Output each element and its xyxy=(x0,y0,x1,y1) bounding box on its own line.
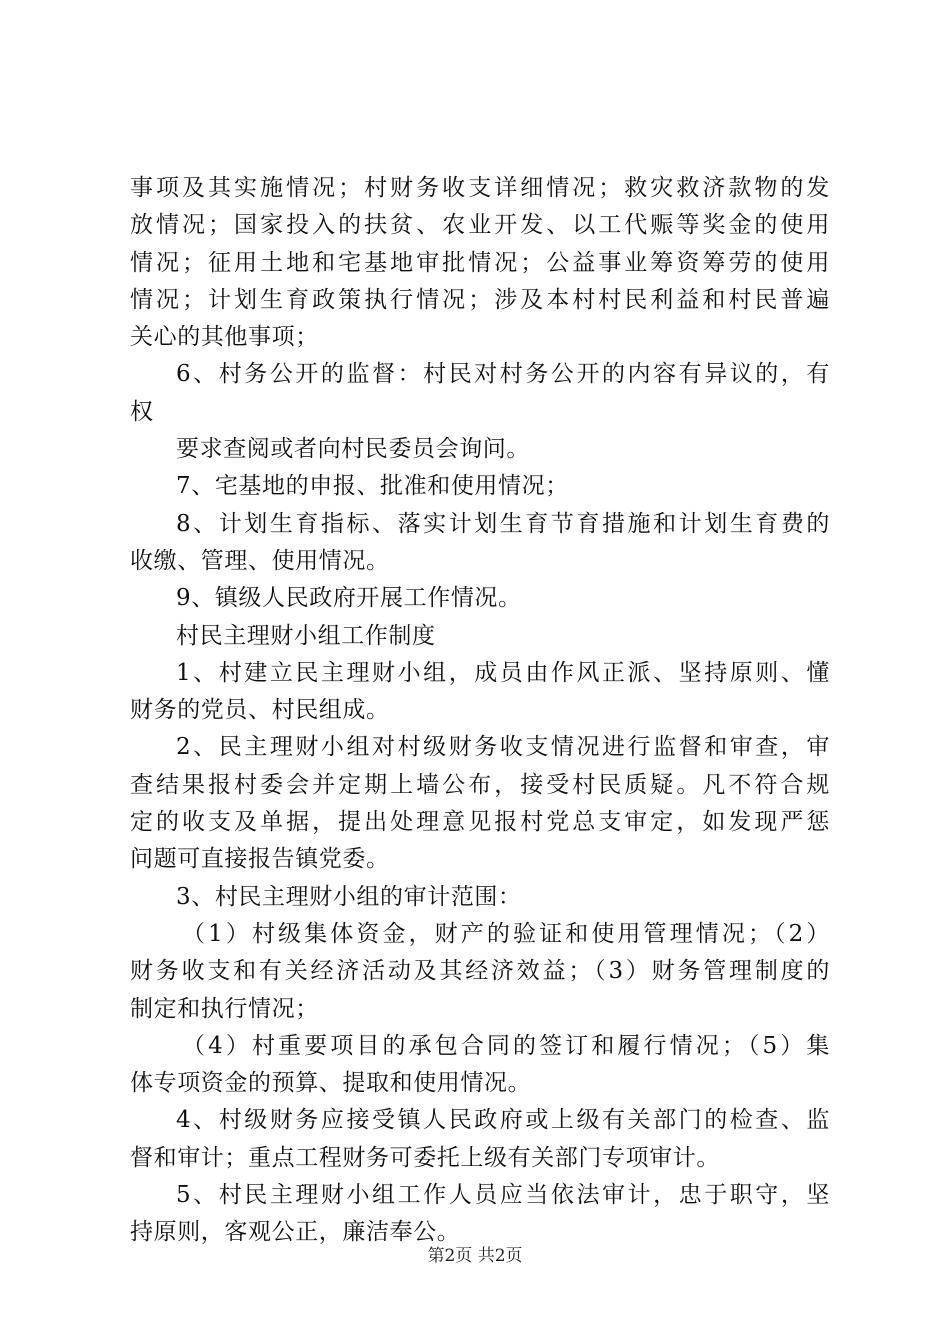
text-line: 8、计划生育指标、落实计划生育节育措施和计划生育费的 xyxy=(176,510,830,537)
text-line: 6、村务公开的监督：村民对村务公开的内容有异议的，有 xyxy=(176,361,830,388)
text-line: 财务的党员、村民组成。 xyxy=(130,697,390,724)
text-line: 7、宅基地的申报、批准和使用情况； xyxy=(176,473,569,500)
text-line: 查结果报村委会并定期上墙公布，接受村民质疑。凡不符合规 xyxy=(130,771,830,798)
text-line: 情况；征用土地和宅基地审批情况；公益事业筹资筹劳的使用 xyxy=(130,249,830,276)
section-heading: 村民主理财小组工作制度 xyxy=(176,622,436,649)
page-number-footer: 第2页 共2页 xyxy=(427,1246,523,1266)
text-line: 情况；计划生育政策执行情况；涉及本村村民利益和村民普遍 xyxy=(130,286,830,313)
text-line: 5、村民主理财小组工作人员应当依法审计，忠于职守，坚 xyxy=(176,1182,830,1209)
text-line: 1、村建立民主理财小组，成员由作风正派、坚持原则、懂 xyxy=(176,659,830,686)
text-line: 持原则，客观公正，廉洁奉公。 xyxy=(130,1219,461,1246)
text-line: 权 xyxy=(130,398,154,425)
document-body xyxy=(130,170,830,1252)
text-line: 财务收支和有关经济活动及其经济效益；（3）财务管理制度的 xyxy=(130,958,830,985)
text-line: （4）村重要项目的承包合同的签订和履行情况；（5）集 xyxy=(182,1032,830,1059)
text-line: 督和审计；重点工程财务可委托上级有关部门专项审计。 xyxy=(130,1144,720,1171)
text-line: 制定和执行情况； xyxy=(130,995,319,1022)
text-line: 事项及其实施情况；村财务收支详细情况；救灾救济款物的发 xyxy=(130,175,830,201)
text-line: 2、民主理财小组对村级财务收支情况进行监督和审查，审 xyxy=(176,734,830,761)
text-line: 关心的其他事项； xyxy=(130,324,319,351)
text-line: 9、镇级人民政府开展工作情况。 xyxy=(176,585,522,612)
text-line: 3、村民主理财小组的审计范围： xyxy=(176,883,522,910)
text-line: 4、村级财务应接受镇人民政府或上级有关部门的检查、监 xyxy=(176,1107,830,1134)
text-line: 要求查阅或者向村民委员会询问。 xyxy=(176,436,530,463)
text-line: 体专项资金的预算、提取和使用情况。 xyxy=(130,1070,532,1097)
text-line: 放情况；国家投入的扶贫、农业开发、以工代赈等奖金的使用 xyxy=(130,212,830,239)
text-line: 问题可直接报告镇党委。 xyxy=(130,846,390,873)
text-line: 收缴、管理、使用情况。 xyxy=(130,547,390,574)
text-line: （1）村级集体资金，财产的验证和使用管理情况；（2） xyxy=(182,920,830,947)
text-line: 定的收支及单据，提出处理意见报村党总支审定，如发现严惩 xyxy=(130,809,830,836)
